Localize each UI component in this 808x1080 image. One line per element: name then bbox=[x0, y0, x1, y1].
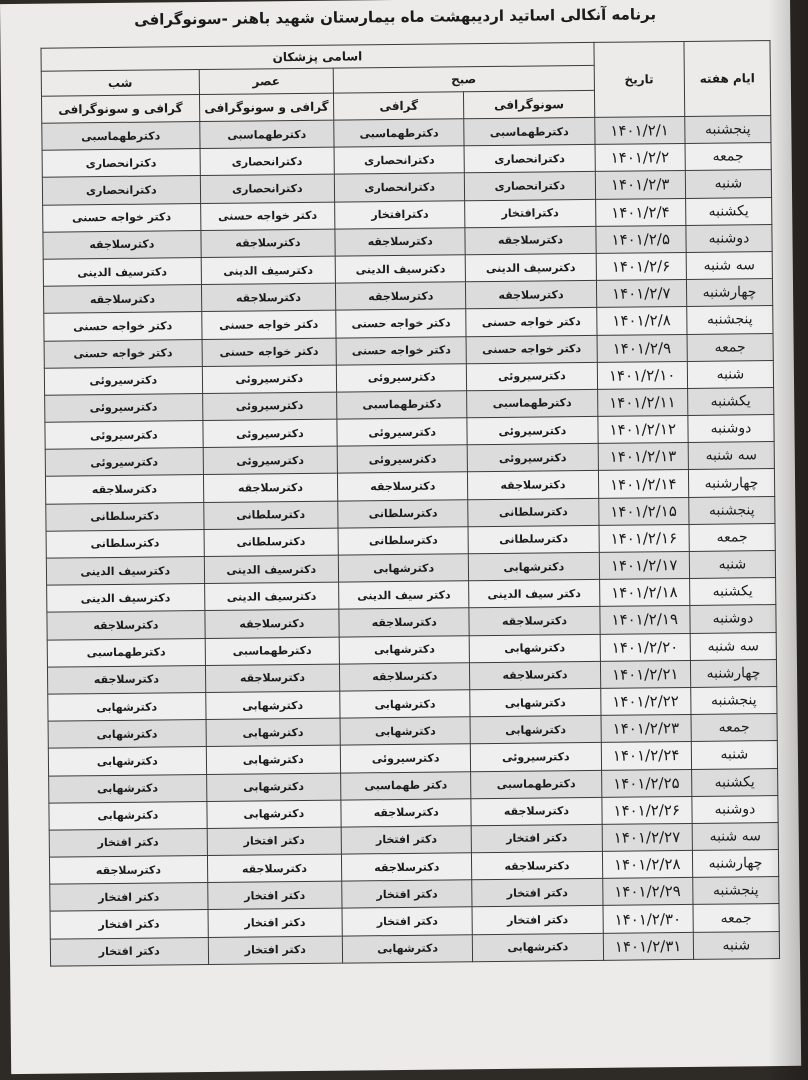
morning-radiography-cell: دکترسلاجقه bbox=[336, 282, 467, 311]
morning-radiography-cell: دکترشهابی bbox=[342, 934, 473, 963]
afternoon-cell: دکترشهابی bbox=[206, 773, 341, 802]
night-cell: دکترسلاجقه bbox=[47, 665, 205, 694]
afternoon-cell: دکترسلاجقه bbox=[205, 609, 340, 638]
night-cell: دکترسیف الدینی bbox=[46, 557, 204, 586]
date-cell: ۱۴۰۱/۲/۲۴ bbox=[601, 742, 692, 770]
day-cell: چهارشنبه bbox=[686, 279, 772, 307]
day-cell: چهارشنبه bbox=[690, 659, 776, 687]
afternoon-cell: دکترسلاجقه bbox=[203, 474, 338, 503]
night-cell: دکترسیف الدینی bbox=[47, 584, 205, 613]
day-cell: یکشنبه bbox=[687, 387, 773, 415]
night-cell: دکترسلطانی bbox=[46, 502, 204, 531]
date-cell: ۱۴۰۱/۲/۱۵ bbox=[598, 497, 689, 525]
night-cell: دکترسلاجقه bbox=[49, 856, 207, 885]
night-cell: دکترانحصاری bbox=[42, 149, 200, 178]
date-cell: ۱۴۰۱/۲/۲۹ bbox=[602, 878, 693, 906]
afternoon-cell: دکترسیروئی bbox=[203, 419, 338, 448]
date-cell: ۱۴۰۱/۲/۱۲ bbox=[597, 416, 688, 444]
morning-radiography-cell: دکترسیف الدینی bbox=[335, 255, 466, 284]
date-cell: ۱۴۰۱/۲/۷ bbox=[596, 280, 687, 308]
afternoon-cell: دکتر افتخار bbox=[208, 909, 343, 938]
morning-radiography-cell: دکترسلطانی bbox=[338, 499, 469, 528]
afternoon-cell: دکترشهابی bbox=[206, 718, 341, 747]
night-cell: دکترسیروئی bbox=[45, 448, 203, 477]
night-cell: دکترسیف الدینی bbox=[43, 257, 201, 286]
morning-radiography-cell: دکترسلاجقه bbox=[340, 663, 471, 692]
day-cell: دوشنبه bbox=[686, 224, 772, 252]
morning-sonography-cell: دکترانحصاری bbox=[464, 145, 595, 174]
date-cell: ۱۴۰۱/۲/۲۰ bbox=[600, 633, 691, 661]
day-cell: جمعه bbox=[685, 143, 771, 171]
night-cell: دکتر افتخار bbox=[50, 937, 208, 966]
night-cell: دکترشهابی bbox=[48, 720, 206, 749]
page-title: برنامه آنکالی اساتید اردیبهشت ماه بیمارستان شهید باهنر -سونوگرافی bbox=[134, 5, 657, 29]
afternoon-cell: دکتر افتخار bbox=[208, 936, 343, 965]
date-cell: ۱۴۰۱/۲/۸ bbox=[596, 307, 687, 335]
day-cell: سه شنبه bbox=[686, 252, 772, 280]
date-cell: ۱۴۰۱/۲/۹ bbox=[597, 334, 688, 362]
morning-sonography-cell: دکترطهماسبی bbox=[471, 770, 602, 799]
date-cell: ۱۴۰۱/۲/۵ bbox=[595, 225, 686, 253]
date-cell: ۱۴۰۱/۲/۱۳ bbox=[598, 443, 689, 471]
night-cell: دکترسلاجقه bbox=[43, 285, 201, 314]
morning-radiography-cell: دکترافتخار bbox=[335, 200, 466, 229]
afternoon-cell: دکتر خواجه حسنی bbox=[202, 338, 337, 367]
night-cell: دکترشهابی bbox=[48, 692, 206, 721]
afternoon-cell: دکتر خواجه حسنی bbox=[201, 310, 336, 339]
header-afternoon: عصر bbox=[199, 68, 334, 94]
night-cell: دکترطهماسبی bbox=[47, 638, 205, 667]
day-cell: دوشنبه bbox=[692, 795, 778, 823]
date-cell: ۱۴۰۱/۲/۲۵ bbox=[601, 769, 692, 797]
afternoon-cell: دکترشهابی bbox=[206, 745, 341, 774]
night-cell: دکترسلاجقه bbox=[45, 475, 203, 504]
header-date: تاریخ bbox=[594, 41, 685, 117]
date-cell: ۱۴۰۱/۲/۲۸ bbox=[602, 850, 693, 878]
date-cell: ۱۴۰۱/۲/۲۳ bbox=[601, 715, 692, 743]
morning-radiography-cell: دکتر افتخار bbox=[342, 907, 473, 936]
header-sonography: سونوگرافی bbox=[464, 90, 595, 118]
date-cell: ۱۴۰۱/۲/۳۰ bbox=[603, 905, 694, 933]
night-cell: دکترسیروئی bbox=[45, 393, 203, 422]
morning-radiography-cell: دکتر سیف الدینی bbox=[339, 581, 470, 610]
night-cell: دکترسیروئی bbox=[44, 366, 202, 395]
morning-radiography-cell: دکتر طهماسبی bbox=[341, 771, 472, 800]
morning-radiography-cell: دکتر افتخار bbox=[341, 826, 472, 855]
morning-sonography-cell: دکتر افتخار bbox=[472, 906, 603, 935]
afternoon-cell: دکترسیف الدینی bbox=[204, 582, 339, 611]
night-cell: دکترسلاجقه bbox=[43, 230, 201, 259]
night-cell: دکترطهماسبی bbox=[42, 122, 200, 151]
morning-radiography-cell: دکترطهماسبی bbox=[334, 119, 465, 148]
morning-radiography-cell: دکترسلاجقه bbox=[335, 228, 466, 257]
morning-sonography-cell: دکتر خواجه حسنی bbox=[466, 335, 597, 364]
morning-sonography-cell: دکترانحصاری bbox=[465, 172, 596, 201]
afternoon-cell: دکترسلاجقه bbox=[207, 854, 342, 883]
morning-radiography-cell: دکترشهابی bbox=[339, 635, 470, 664]
morning-sonography-cell: دکترطهماسبی bbox=[464, 117, 595, 146]
night-cell: دکتر افتخار bbox=[49, 828, 207, 857]
morning-radiography-cell: دکترسلاجقه bbox=[341, 798, 472, 827]
date-cell: ۱۴۰۱/۲/۲۷ bbox=[602, 823, 693, 851]
day-cell: یکشنبه bbox=[689, 578, 775, 606]
morning-radiography-cell: دکترسلطانی bbox=[338, 527, 469, 556]
morning-sonography-cell: دکترسیروئی bbox=[467, 416, 598, 445]
morning-radiography-cell: دکتر افتخار bbox=[342, 880, 473, 909]
date-cell: ۱۴۰۱/۲/۴ bbox=[595, 198, 686, 226]
afternoon-cell: دکترسلاجقه bbox=[201, 229, 336, 258]
morning-radiography-cell: دکترطهماسبی bbox=[337, 391, 468, 420]
morning-sonography-cell: دکترشهابی bbox=[469, 552, 600, 581]
afternoon-cell: دکترسیروئی bbox=[202, 365, 337, 394]
day-cell: پنجشنبه bbox=[693, 877, 779, 905]
day-cell: جمعه bbox=[689, 523, 775, 551]
day-cell: دوشنبه bbox=[688, 415, 774, 443]
afternoon-cell: دکترطهماسبی bbox=[205, 637, 340, 666]
morning-sonography-cell: دکترسیروئی bbox=[467, 444, 598, 473]
night-cell: دکتر خواجه حسنی bbox=[43, 203, 201, 232]
date-cell: ۱۴۰۱/۲/۲۲ bbox=[600, 687, 691, 715]
morning-sonography-cell: دکترشهابی bbox=[470, 716, 601, 745]
morning-sonography-cell: دکترسلاجقه bbox=[465, 226, 596, 255]
day-cell: جمعه bbox=[693, 904, 779, 932]
night-cell: دکترشهابی bbox=[48, 747, 206, 776]
afternoon-cell: دکترسیروئی bbox=[202, 392, 337, 421]
day-cell: شنبه bbox=[687, 360, 773, 388]
night-cell: دکتر افتخار bbox=[50, 883, 208, 912]
morning-sonography-cell: دکترسلاجقه bbox=[466, 281, 597, 310]
afternoon-cell: دکترطهماسبی bbox=[199, 120, 334, 149]
morning-sonography-cell: دکترسیروئی bbox=[471, 743, 602, 772]
afternoon-cell: دکترانحصاری bbox=[200, 147, 335, 176]
date-cell: ۱۴۰۱/۲/۶ bbox=[596, 252, 687, 280]
afternoon-cell: دکترسیف الدینی bbox=[204, 555, 339, 584]
schedule-rows bbox=[42, 116, 780, 966]
night-cell: دکترسلاجقه bbox=[47, 611, 205, 640]
day-cell: شنبه bbox=[693, 931, 779, 959]
night-cell: دکتر افتخار bbox=[50, 910, 208, 939]
date-cell: ۱۴۰۱/۲/۱ bbox=[594, 116, 685, 144]
morning-radiography-cell: دکتر خواجه حسنی bbox=[336, 336, 467, 365]
schedule-table bbox=[40, 40, 780, 966]
afternoon-cell: دکتر خواجه حسنی bbox=[200, 202, 335, 231]
day-cell: پنجشنبه bbox=[685, 116, 771, 144]
day-cell: یکشنبه bbox=[691, 768, 777, 796]
afternoon-cell: دکتر افتخار bbox=[207, 827, 342, 856]
day-cell: جمعه bbox=[687, 333, 773, 361]
morning-sonography-cell: دکترسلاجقه bbox=[470, 661, 601, 690]
day-cell: جمعه bbox=[691, 714, 777, 742]
morning-sonography-cell: دکتر افتخار bbox=[472, 879, 603, 908]
header-doctors: اسامی پزشکان bbox=[41, 42, 594, 71]
night-cell: دکتر خواجه حسنی bbox=[44, 339, 202, 368]
afternoon-cell: دکترسلاجقه bbox=[201, 283, 336, 312]
morning-sonography-cell: دکتر افتخار bbox=[471, 824, 602, 853]
morning-radiography-cell: دکترسیروئی bbox=[340, 744, 471, 773]
morning-radiography-cell: دکترسیروئی bbox=[337, 418, 468, 447]
morning-sonography-cell: دکترسلاجقه bbox=[469, 607, 600, 636]
day-cell: شنبه bbox=[691, 741, 777, 769]
date-cell: ۱۴۰۱/۲/۳۱ bbox=[603, 932, 694, 960]
morning-sonography-cell: دکترسیروئی bbox=[467, 362, 598, 391]
afternoon-cell: دکترسیروئی bbox=[203, 446, 338, 475]
morning-sonography-cell: دکترشهابی bbox=[473, 933, 604, 962]
morning-radiography-cell: دکترانحصاری bbox=[334, 173, 465, 202]
header-night-sub: گرافی و سونوگرافی bbox=[41, 95, 199, 124]
date-cell: ۱۴۰۱/۲/۱۴ bbox=[598, 470, 689, 498]
date-cell: ۱۴۰۱/۲/۳ bbox=[595, 171, 686, 199]
day-cell: دوشنبه bbox=[690, 605, 776, 633]
day-cell: پنجشنبه bbox=[691, 686, 777, 714]
header-days: ایام هفته bbox=[684, 41, 771, 117]
afternoon-cell: دکترشهابی bbox=[207, 800, 342, 829]
morning-radiography-cell: دکترشهابی bbox=[340, 717, 471, 746]
date-cell: ۱۴۰۱/۲/۱۹ bbox=[599, 606, 690, 634]
day-cell: سه شنبه bbox=[690, 632, 776, 660]
afternoon-cell: دکترسلطانی bbox=[203, 501, 338, 530]
day-cell: پنجشنبه bbox=[687, 306, 773, 334]
afternoon-cell: دکترسلطانی bbox=[204, 528, 339, 557]
morning-radiography-cell: دکترسلاجقه bbox=[342, 853, 473, 882]
night-cell: دکترسیروئی bbox=[45, 421, 203, 450]
morning-sonography-cell: دکترسلاجقه bbox=[471, 797, 602, 826]
day-cell: سه شنبه bbox=[692, 822, 778, 850]
morning-sonography-cell: دکتر سیف الدینی bbox=[469, 580, 600, 609]
header-morning: صبح bbox=[333, 65, 594, 93]
night-cell: دکترشهابی bbox=[49, 801, 207, 830]
morning-sonography-cell: دکترشهابی bbox=[470, 688, 601, 717]
morning-radiography-cell: دکترسلاجقه bbox=[338, 472, 469, 501]
afternoon-cell: دکترسیف الدینی bbox=[201, 256, 336, 285]
night-cell: دکترشهابی bbox=[49, 774, 207, 803]
morning-sonography-cell: دکترافتخار bbox=[465, 199, 596, 228]
day-cell: چهارشنبه bbox=[692, 850, 778, 878]
afternoon-cell: دکترانحصاری bbox=[200, 175, 335, 204]
night-cell: دکترانحصاری bbox=[42, 176, 200, 205]
date-cell: ۱۴۰۱/۲/۱۰ bbox=[597, 361, 688, 389]
morning-sonography-cell: دکترسلطانی bbox=[468, 498, 599, 527]
date-cell: ۱۴۰۱/۲/۱۶ bbox=[599, 524, 690, 552]
date-cell: ۱۴۰۱/۲/۲ bbox=[595, 144, 686, 172]
afternoon-cell: دکترسلاجقه bbox=[205, 664, 340, 693]
day-cell: پنجشنبه bbox=[689, 496, 775, 524]
afternoon-cell: دکترشهابی bbox=[205, 691, 340, 720]
morning-sonography-cell: دکترسلطانی bbox=[468, 525, 599, 554]
day-cell: چهارشنبه bbox=[688, 469, 774, 497]
afternoon-cell: دکتر افتخار bbox=[207, 881, 342, 910]
morning-sonography-cell: دکتر خواجه حسنی bbox=[466, 308, 597, 337]
night-cell: دکتر خواجه حسنی bbox=[44, 312, 202, 341]
date-cell: ۱۴۰۱/۲/۱۷ bbox=[599, 551, 690, 579]
day-cell: شنبه bbox=[685, 170, 771, 198]
morning-sonography-cell: دکترشهابی bbox=[469, 634, 600, 663]
morning-radiography-cell: دکترسیروئی bbox=[336, 363, 467, 392]
morning-radiography-cell: دکترشهابی bbox=[340, 690, 471, 719]
date-cell: ۱۴۰۱/۲/۱۱ bbox=[597, 388, 688, 416]
header-radiography: گرافی bbox=[334, 92, 465, 120]
day-cell: شنبه bbox=[689, 551, 775, 579]
header-afternoon-sub: گرافی و سونوگرافی bbox=[199, 93, 334, 121]
morning-radiography-cell: دکترسیروئی bbox=[337, 445, 468, 474]
morning-radiography-cell: دکترانحصاری bbox=[334, 146, 465, 175]
morning-sonography-cell: دکترطهماسبی bbox=[467, 389, 598, 418]
date-cell: ۱۴۰۱/۲/۱۸ bbox=[599, 579, 690, 607]
day-cell: سه شنبه bbox=[688, 442, 774, 470]
day-cell: یکشنبه bbox=[685, 197, 771, 225]
morning-radiography-cell: دکترشهابی bbox=[338, 554, 469, 583]
morning-sonography-cell: دکترسلاجقه bbox=[472, 851, 603, 880]
morning-radiography-cell: دکتر خواجه حسنی bbox=[336, 309, 467, 338]
morning-radiography-cell: دکترسلاجقه bbox=[339, 608, 470, 637]
morning-sonography-cell: دکترسلاجقه bbox=[468, 471, 599, 500]
night-cell: دکترسلطانی bbox=[46, 529, 204, 558]
date-cell: ۱۴۰۱/۲/۲۱ bbox=[600, 660, 691, 688]
header-night: شب bbox=[41, 70, 199, 97]
morning-sonography-cell: دکترسیف الدینی bbox=[465, 253, 596, 282]
date-cell: ۱۴۰۱/۲/۲۶ bbox=[601, 796, 692, 824]
